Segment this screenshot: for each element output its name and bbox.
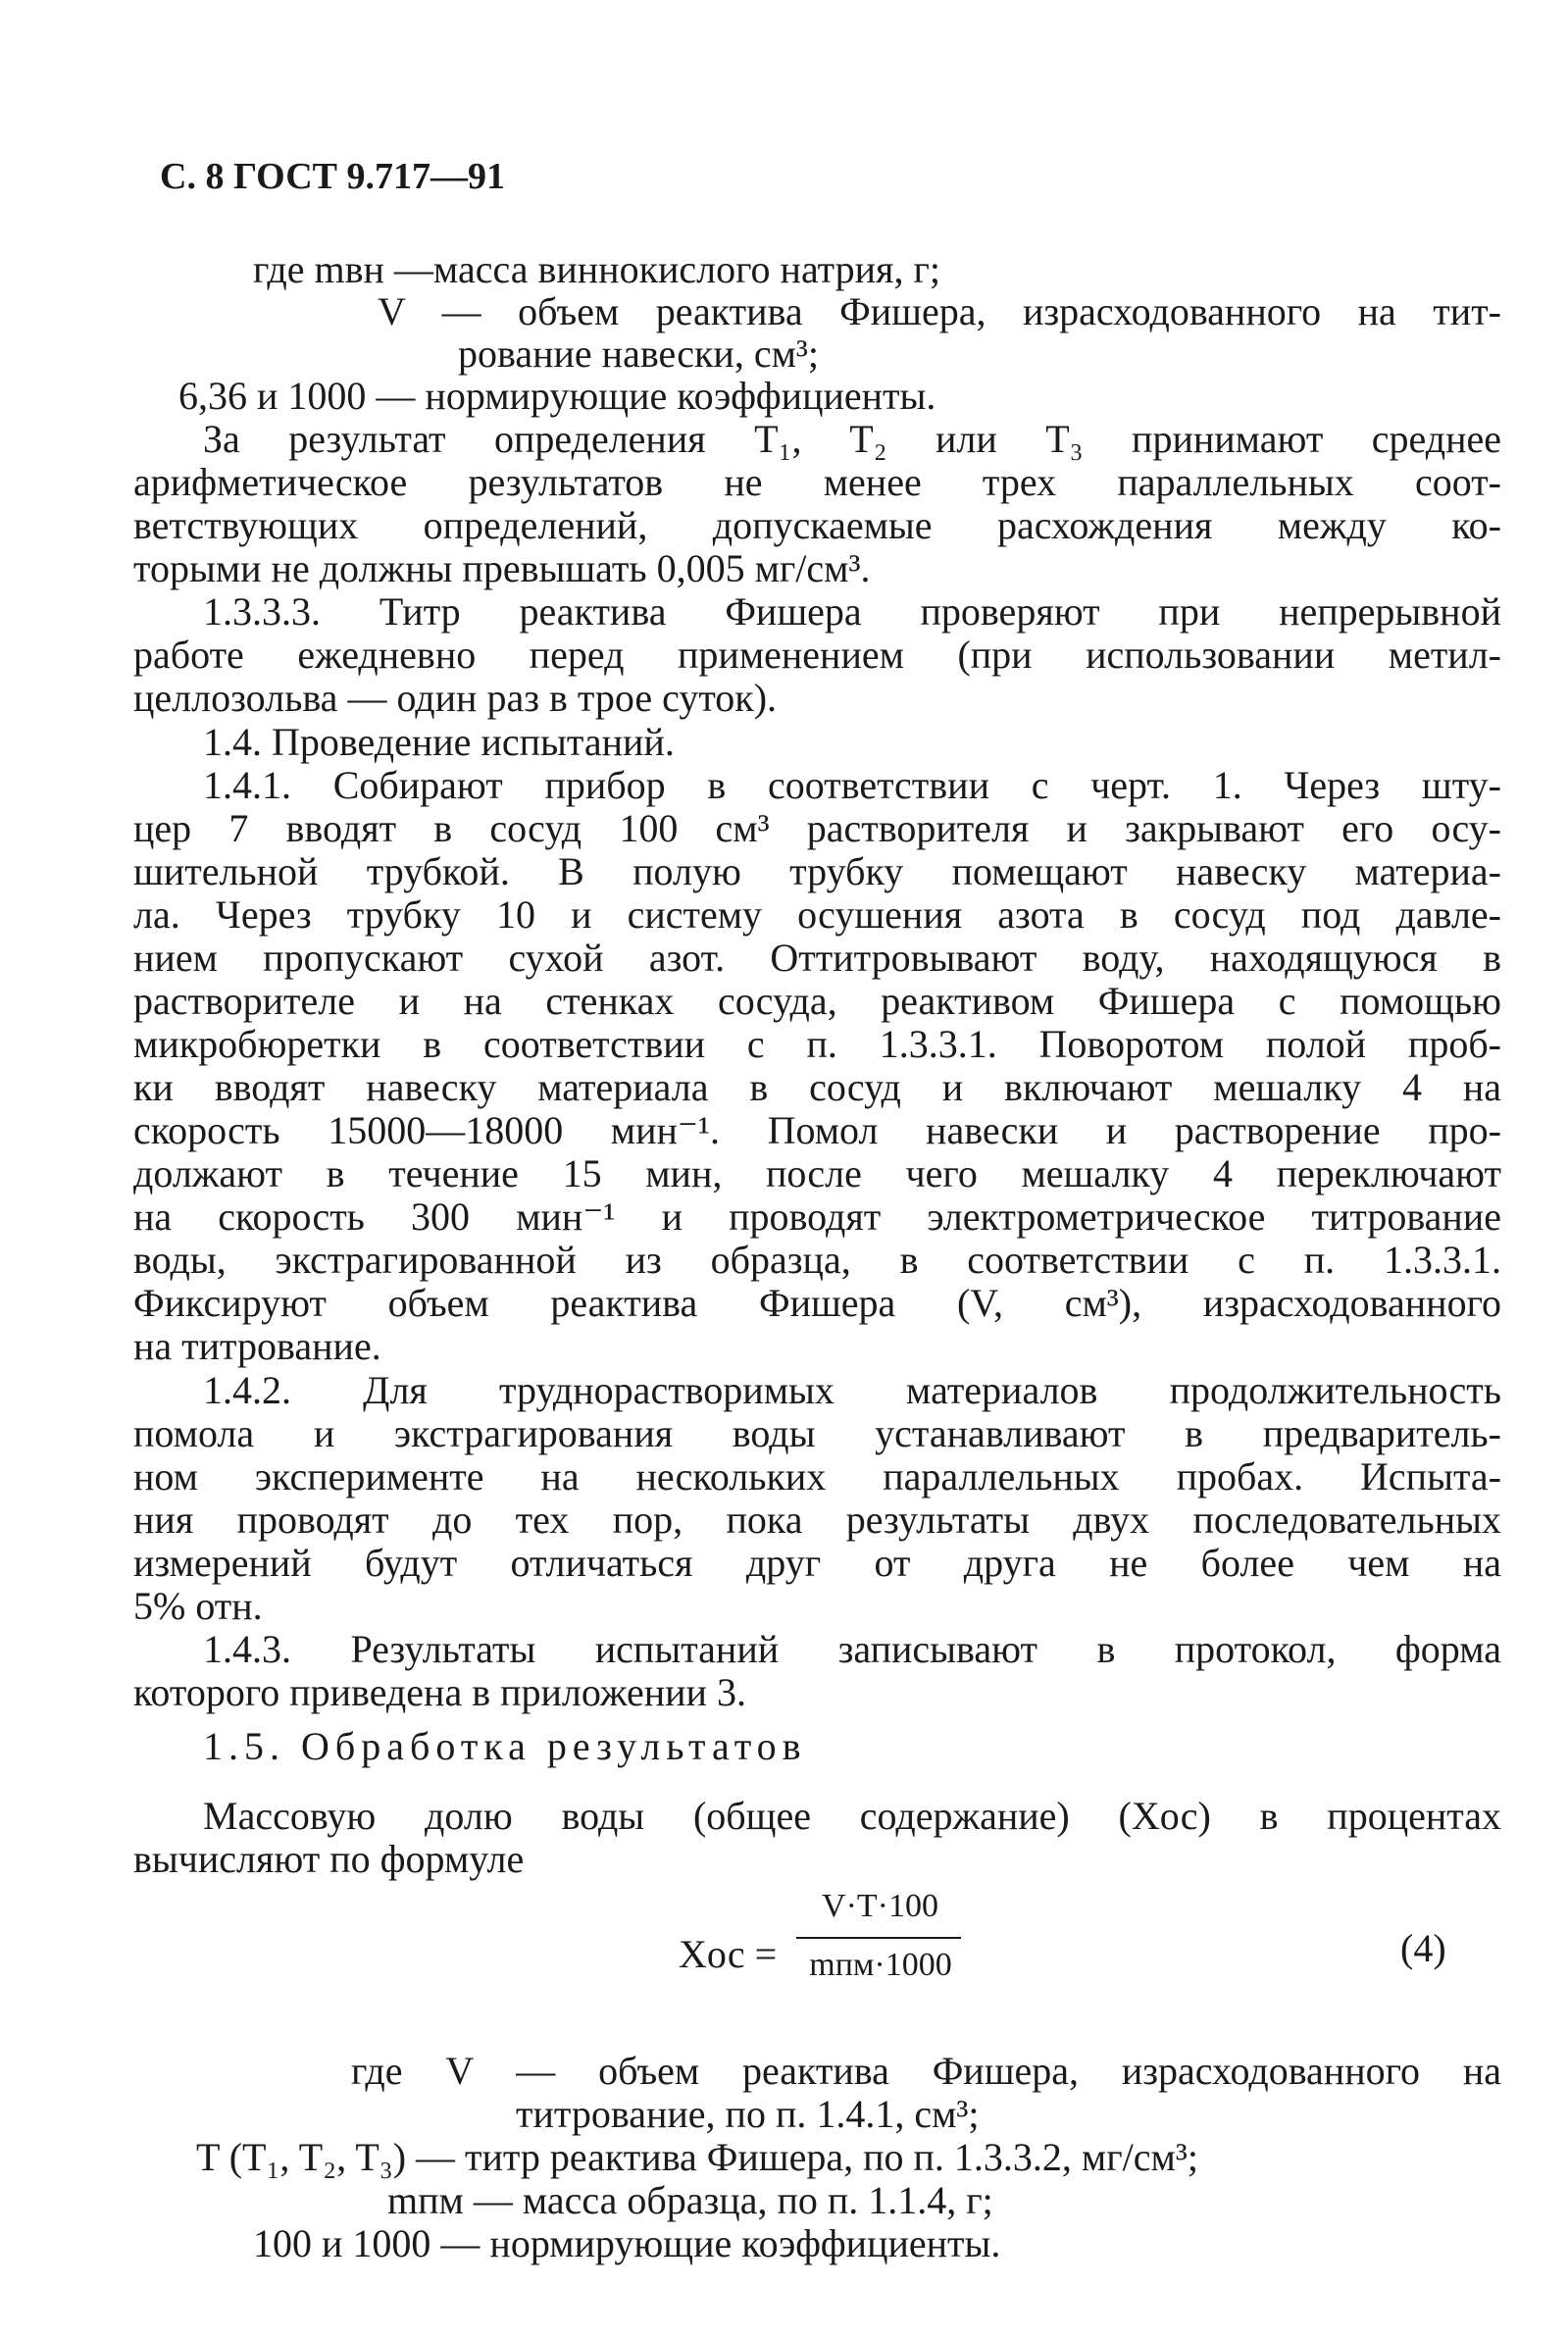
para-mass-line: Массовую долю воды (общее содержание) (Xос) в процентах [203, 1794, 1501, 1838]
equation-number: (4) [1400, 1926, 1446, 1970]
para-1333-line: работе ежедневно перед применением (при использовании метил- [133, 633, 1501, 677]
def-volume-line2: рование навески, см³; [458, 331, 820, 376]
def-mass-tartrate: где mвн —масса виннокислого натрия, г; [253, 247, 940, 291]
para-141-line: микробюретки в соответствии с п. 1.3.3.1. Поворотом полой проб- [133, 1022, 1501, 1066]
def-coefficients: 6,36 и 1000 — нормирующие коэффициенты. [178, 374, 936, 418]
para-141-line: скорость 15000—18000 мин⁻¹. Помол навески и растворение про- [133, 1108, 1501, 1152]
para-141-line: на скорость 300 мин⁻¹ и проводят электрометрическое титрование [133, 1194, 1501, 1239]
def2-volume-line1: где V — объем реактива Фишера, израсходованного на [351, 2049, 1501, 2093]
para-141-line: должают в течение 15 мин, после чего мешалку 4 переключают [133, 1151, 1501, 1195]
para-141-line: воды, экстрагированной из образца, в соответствии с п. 1.3.3.1. [133, 1238, 1501, 1282]
para-1333-line: 1.3.3.3. Титр реактива Фишера проверяют при непрерывной [203, 589, 1501, 634]
def2-titre: T (T₁, T₂, T₃) — титр реактива Фишера, по п. 1.3.3.2, мг/см³; [196, 2135, 1198, 2179]
para-141-line: ла. Через трубку 10 и систему осушения азота в сосуд под давле- [133, 892, 1501, 937]
para-143-line: которого приведена в приложении 3. [133, 1670, 746, 1714]
def2-coefficients: 100 и 1000 — нормирующие коэффициенты. [253, 2221, 1001, 2265]
para-1333-line: целлозольва — один раз в трое суток). [133, 676, 778, 720]
para-141-line: растворителе и на стенках сосуда, реактивом Фишера с помощью [133, 979, 1501, 1023]
para-141-line: Фиксируют объем реактива Фишера (V, см³), израсходованного [133, 1281, 1501, 1325]
para-142-line: ном эксперименте на нескольких параллельных пробах. Испыта- [133, 1454, 1501, 1499]
para-141-line: цер 7 вводят в сосуд 100 см³ растворителя и закрывают его осу- [133, 806, 1501, 850]
fraction-bar [796, 1937, 961, 1939]
para-143-line: 1.4.3. Результаты испытаний записывают в протокол, форма [203, 1627, 1501, 1671]
para-142-line: 1.4.2. Для труднорастворимых материалов продолжительность [203, 1368, 1501, 1412]
para-142-line: ния проводят до тех пор, пока результаты двух последовательных [133, 1498, 1501, 1542]
para-142-line: измерений будут отличаться друг от друга не более чем на [133, 1541, 1501, 1585]
para-141-line: нием пропускают сухой азот. Оттитровывают воду, находящуюся в [133, 936, 1501, 980]
para-result-line: арифметическое результатов не менее трех параллельных соот- [133, 460, 1501, 504]
formula-4 [0, 1888, 1568, 2025]
def2-sample-mass: mпм — масса образца, по п. 1.1.4, г; [387, 2178, 993, 2222]
para-result-line: ветствующих определений, допускаемые расхождения между ко- [133, 503, 1501, 547]
section-heading-1-5: 1.5. Обработка результатов [203, 1724, 807, 1768]
para-mass-line: вычисляют по формуле [133, 1837, 525, 1881]
para-141-line: на титрование. [133, 1324, 381, 1368]
para-result-line: За результат определения T₁, T₂ или T₃ принимают среднее [203, 417, 1501, 461]
def-volume-line1: V — объем реактива Фишера, израсходованного на тит- [378, 289, 1501, 333]
para-142-line: помола и экстрагирования воды устанавливают в предваритель- [133, 1411, 1501, 1455]
para-141-line: ки вводят навеску материала в сосуд и включают мешалку 4 на [133, 1065, 1501, 1109]
page-header: С. 8 ГОСТ 9.717—91 [160, 156, 505, 197]
para-141-line: шительной трубкой. В полую трубку помещают навеску материа- [133, 849, 1501, 893]
formula-lhs: Xос = [679, 1932, 778, 1976]
section-heading-1-4: 1.4. Проведение испытаний. [203, 720, 675, 764]
formula-denominator: mпм·1000 [809, 1947, 952, 1983]
formula-numerator: V·T·100 [822, 1888, 938, 1924]
para-result-line: торыми не должны превышать 0,005 мг/см³. [133, 546, 871, 590]
para-142-line: 5% отн. [133, 1584, 263, 1628]
def2-volume-line2: титрование, по п. 1.4.1, см³; [516, 2092, 980, 2136]
para-141-line: 1.4.1. Собирают прибор в соответствии с черт. 1. Через шту- [203, 763, 1501, 807]
